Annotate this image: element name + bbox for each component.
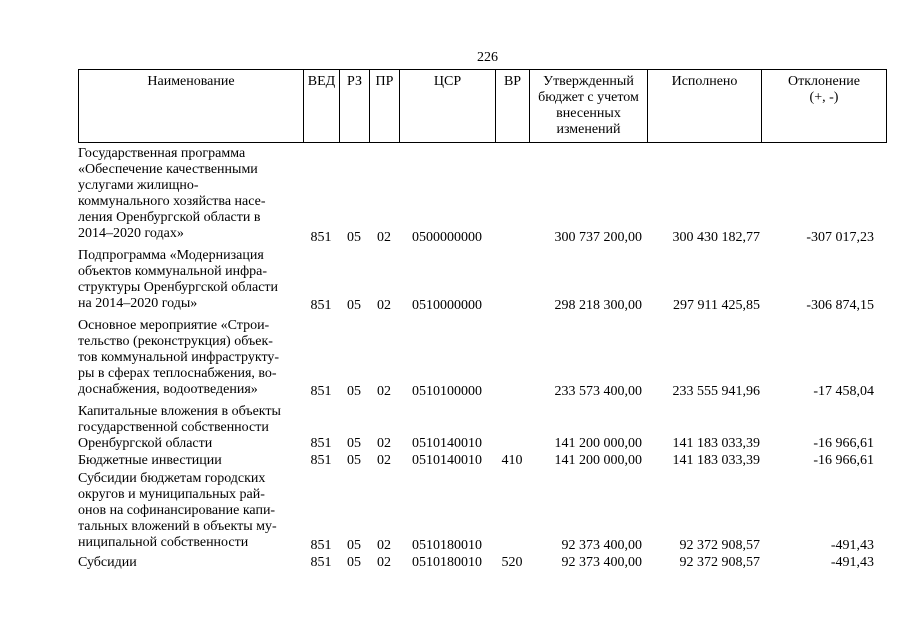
table-header xyxy=(78,69,887,143)
row-deviation: -16 966,61 xyxy=(813,453,874,468)
row-ved: 851 xyxy=(310,298,332,313)
header-vr: ВР xyxy=(496,70,530,143)
row-executed: 300 430 182,77 xyxy=(672,230,760,245)
table-row xyxy=(0,146,905,245)
row-executed: 92 372 908,57 xyxy=(679,538,760,553)
row-deviation: -306 874,15 xyxy=(806,298,874,313)
row-rz: 05 xyxy=(347,538,361,553)
row-csr: 0510140010 xyxy=(412,436,482,451)
row-executed: 141 183 033,39 xyxy=(672,436,760,451)
row-approved: 92 373 400,00 xyxy=(561,538,642,553)
row-name: Капитальные вложения в объекты государственной собственности Оренбургской области xyxy=(78,404,281,451)
row-approved: 300 737 200,00 xyxy=(554,230,642,245)
row-executed: 233 555 941,96 xyxy=(672,384,760,399)
row-deviation: -491,43 xyxy=(830,538,874,553)
row-rz: 05 xyxy=(347,298,361,313)
row-approved: 141 200 000,00 xyxy=(554,436,642,451)
header-executed: Исполнено xyxy=(648,70,762,143)
header-csr: ЦСР xyxy=(400,70,496,143)
row-ved: 851 xyxy=(310,453,332,468)
row-name: Основное мероприятие «Строи- тельство (реконструкция) объек- тов коммунальной инфраструкту- ры в сферах теплоснабжения, во- доснабжения, водоотведения» xyxy=(78,318,280,397)
row-executed: 92 372 908,57 xyxy=(679,555,760,570)
row-csr: 0510100000 xyxy=(412,384,482,399)
table-row xyxy=(0,453,905,469)
table-row xyxy=(0,248,905,312)
row-rz: 05 xyxy=(347,453,361,468)
row-vr: 410 xyxy=(501,453,523,468)
row-ved: 851 xyxy=(310,384,332,399)
row-csr: 0510180010 xyxy=(412,555,482,570)
row-pr: 02 xyxy=(377,230,391,245)
row-pr: 02 xyxy=(377,538,391,553)
row-vr: 520 xyxy=(501,555,523,570)
table-row xyxy=(0,471,905,553)
table-row xyxy=(0,404,905,452)
row-name: Подпрограмма «Модернизация объектов коммунальной инфра- структуры Оренбургской области на 2014–2020 годы» xyxy=(78,248,279,311)
header-ved: ВЕД xyxy=(304,70,340,143)
row-pr: 02 xyxy=(377,453,391,468)
row-csr: 0510000000 xyxy=(412,298,482,313)
header-deviation: Отклонение (+, -) xyxy=(762,70,887,143)
row-ved: 851 xyxy=(310,230,332,245)
row-rz: 05 xyxy=(347,230,361,245)
row-pr: 02 xyxy=(377,298,391,313)
row-executed: 297 911 425,85 xyxy=(673,298,760,313)
row-deviation: -17 458,04 xyxy=(813,384,874,399)
row-rz: 05 xyxy=(347,436,361,451)
row-deviation: -491,43 xyxy=(830,555,874,570)
row-csr: 0510180010 xyxy=(412,538,482,553)
header-name: Наименование xyxy=(79,70,304,143)
row-rz: 05 xyxy=(347,384,361,399)
row-deviation: -16 966,61 xyxy=(813,436,874,451)
row-name: Субсидии xyxy=(78,555,137,570)
page-number: 226 xyxy=(477,50,498,65)
row-approved: 233 573 400,00 xyxy=(554,384,642,399)
row-deviation: -307 017,23 xyxy=(806,230,874,245)
row-pr: 02 xyxy=(377,555,391,570)
row-csr: 0510140010 xyxy=(412,453,482,468)
row-name: Бюджетные инвестиции xyxy=(78,453,222,468)
row-name: Государственная программа «Обеспечение качественными услугами жилищно- коммунального хозяйства насе- ления Оренбургской области в 2014–2020 годах» xyxy=(78,146,266,241)
row-executed: 141 183 033,39 xyxy=(672,453,760,468)
header-pr: ПР xyxy=(370,70,400,143)
row-ved: 851 xyxy=(310,555,332,570)
table-row xyxy=(0,555,905,571)
row-ved: 851 xyxy=(310,538,332,553)
row-name: Субсидии бюджетам городских округов и муниципальных рай- онов на софинансирование капи- тальных вложений в объекты му- ниципальной собственности xyxy=(78,471,277,550)
table-row xyxy=(0,318,905,400)
header-approved: Утвержденный бюджет с учетом внесенных изменений xyxy=(530,70,648,143)
row-ved: 851 xyxy=(310,436,332,451)
header-rz: РЗ xyxy=(340,70,370,143)
row-approved: 141 200 000,00 xyxy=(554,453,642,468)
row-rz: 05 xyxy=(347,555,361,570)
row-pr: 02 xyxy=(377,384,391,399)
row-csr: 0500000000 xyxy=(412,230,482,245)
row-pr: 02 xyxy=(377,436,391,451)
row-approved: 298 218 300,00 xyxy=(554,298,642,313)
row-approved: 92 373 400,00 xyxy=(561,555,642,570)
